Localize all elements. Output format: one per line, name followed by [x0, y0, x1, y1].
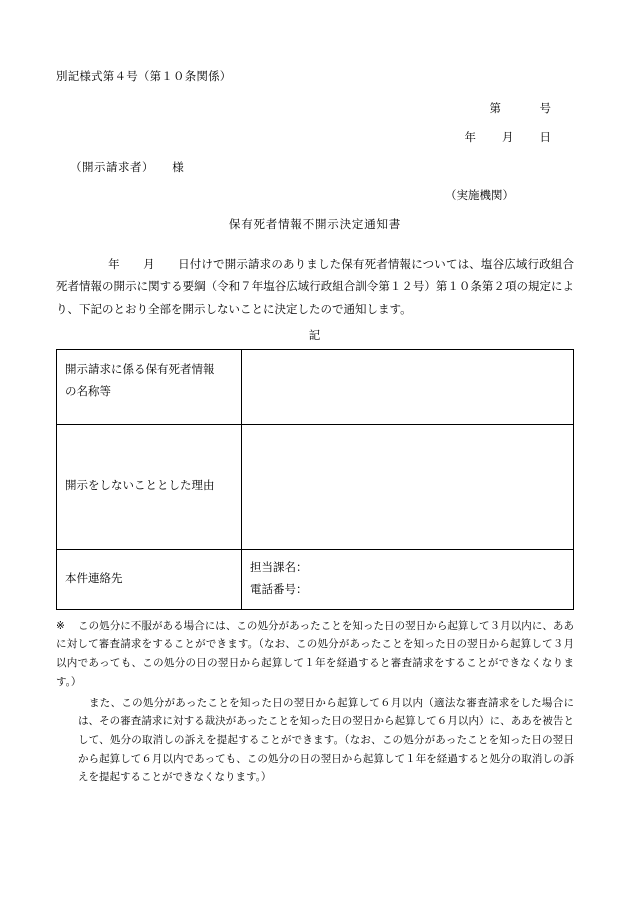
information-table	[56, 349, 574, 610]
note-paragraph-2	[56, 695, 574, 788]
contact-department: 担当課名：	[250, 562, 308, 575]
row-value-reason[interactable]	[242, 425, 574, 550]
document-number-line: 第 号	[489, 103, 552, 115]
body-text: 年 月 日付けで開示請求のありました保有死者情報については、塩谷広域行政組合死者情報の開示に関する要綱（令和７年塩谷広域行政組合訓令第１２号）第１０条第２項の規定により、下記のとおり全部を開示しないことに決定したので通知します。	[56, 259, 574, 316]
row-value-contact[interactable]	[242, 550, 574, 610]
note-paragraph-1	[56, 618, 574, 693]
notes-section	[56, 618, 574, 788]
body-paragraph	[56, 254, 574, 321]
row-label-line2: の名称等	[65, 386, 111, 399]
note-mark: ※	[56, 620, 65, 632]
contact-lines	[250, 558, 565, 601]
row-value-request-name[interactable]	[242, 350, 574, 425]
row-label-reason: 開示をしないこととした理由	[57, 425, 242, 550]
ki-marker: 記	[308, 330, 322, 343]
table-row	[57, 425, 574, 550]
table-row	[57, 350, 574, 425]
row-label-line1: 開示請求に係る保有死者情報	[65, 364, 215, 377]
table-row	[57, 550, 574, 610]
note-text-2: また、この処分があったことを知った日の翌日から起算して６月以内（適法な審査請求をした場合には、その審査請求に対する裁決があったことを知った日の翌日から起算して６月以内）に、ああを被告として、処分の取消しの訴えを提起することができます。（なお、この処分があったことを知った日の翌日から起算して６月以内であっても、この処分の日の翌日から起算して１年を経過すると処分の取消しの訴えを提起することができなくなります。）	[78, 697, 574, 784]
addressee-line: （開示請求者） 様	[70, 162, 185, 174]
row-label-request-name	[57, 350, 242, 425]
document-date-line: 年 月 日	[464, 132, 552, 144]
note-text-1: この処分に不服がある場合には、この処分があったことを知った日の翌日から起算して３月以内に、ああに対して審査請求をすることができます。（なお、この処分があったことを知った日の翌日から起算して３月以内であっても、この処分の日の翌日から起算して１年を経過すると審査請求をすることができなくなります。）	[56, 620, 574, 688]
row-label-contact: 本件連絡先	[57, 550, 242, 610]
contact-phone: 電話番号：	[250, 583, 308, 596]
form-number: 別記様式第４号（第１０条関係）	[56, 71, 232, 83]
document-title: 保有死者情報不開示決定通知書	[228, 219, 402, 231]
issuer-line: （実施機関）	[445, 190, 514, 202]
